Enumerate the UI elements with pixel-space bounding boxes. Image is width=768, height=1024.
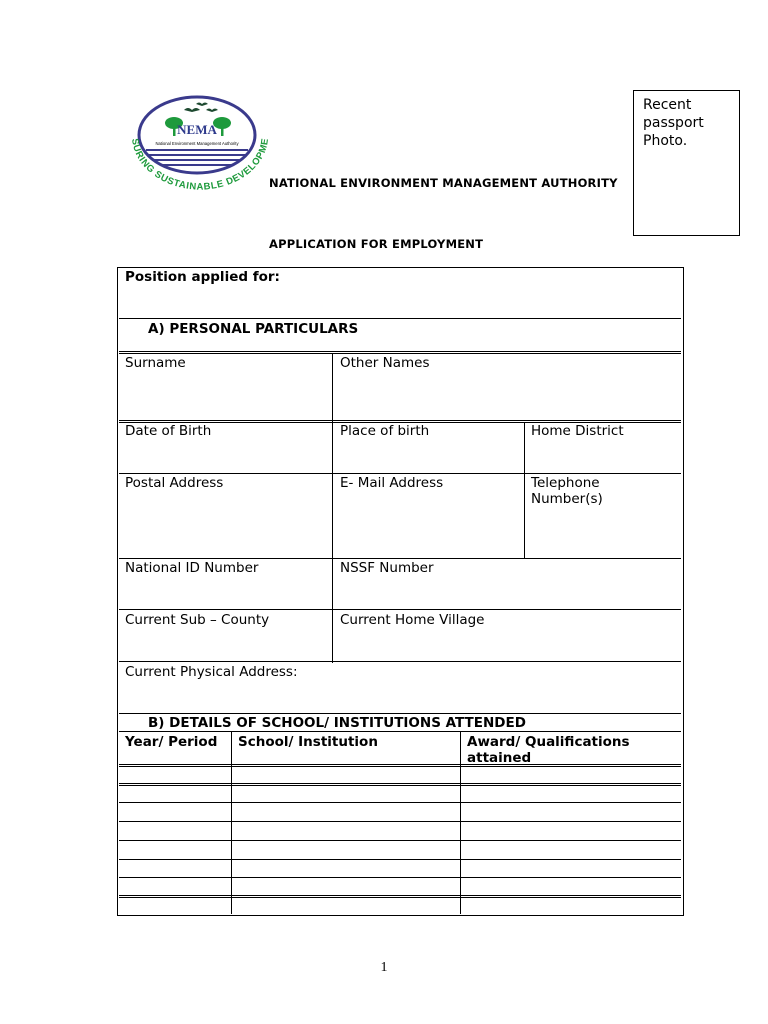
photo-box-line: Recent [643, 97, 692, 113]
section-b-heading: B) DETAILS OF SCHOOL/ INSTITUTIONS ATTENDED [148, 715, 526, 731]
page-number: 1 [380, 960, 388, 975]
column-divider [524, 422, 525, 559]
rule [119, 661, 681, 662]
date-of-birth-label: Date of Birth [125, 423, 212, 439]
telephone-label-line2: Number(s) [531, 491, 603, 507]
form-title: APPLICATION FOR EMPLOYMENT [269, 237, 484, 251]
rule [119, 859, 681, 860]
col-header-year: Year/ Period [125, 734, 218, 750]
col-header-school: School/ Institution [238, 734, 378, 750]
home-district-label: Home District [531, 423, 624, 439]
section-a-heading: A) PERSONAL PARTICULARS [148, 321, 359, 337]
column-divider [332, 354, 333, 663]
physical-address-label: Current Physical Address: [125, 664, 298, 680]
home-village-label: Current Home Village [340, 612, 485, 628]
logo-motto: SURING SUSTAINABLE DEVELOPME [129, 137, 272, 193]
rule [119, 558, 681, 559]
rule [119, 895, 681, 898]
rule [119, 351, 681, 354]
rule [119, 840, 681, 841]
organization-name: NATIONAL ENVIRONMENT MANAGEMENT AUTHORITY [269, 176, 618, 190]
postal-address-label: Postal Address [125, 475, 224, 491]
col-header-award-line2: attained [467, 750, 532, 766]
other-names-label: Other Names [340, 355, 430, 371]
surname-label: Surname [125, 355, 186, 371]
col-header-award: Award/ Qualifications [467, 734, 630, 750]
rule [119, 473, 681, 474]
national-id-label: National ID Number [125, 560, 259, 576]
rule [119, 713, 681, 714]
rule [119, 731, 681, 732]
photo-box-line: passport [643, 115, 704, 131]
logo-wordmark: NEMA [177, 122, 217, 137]
nema-logo [126, 92, 272, 198]
nssf-label: NSSF Number [340, 560, 434, 576]
rule [119, 783, 681, 786]
passport-photo-box [633, 90, 740, 236]
column-divider [460, 731, 461, 914]
position-applied-label: Position applied for: [125, 269, 280, 285]
logo-subtitle: National Environment Management Authority [155, 141, 239, 146]
photo-box-line: Photo. [643, 133, 688, 149]
rule [119, 802, 681, 803]
rule [119, 821, 681, 822]
rule [119, 318, 681, 319]
rule [119, 609, 681, 610]
telephone-label: Telephone [531, 475, 600, 491]
place-of-birth-label: Place of birth [340, 423, 430, 439]
column-divider [231, 731, 232, 914]
rule [119, 764, 681, 767]
sub-county-label: Current Sub – County [125, 612, 270, 628]
email-address-label: E- Mail Address [340, 475, 444, 491]
rule [119, 877, 681, 878]
